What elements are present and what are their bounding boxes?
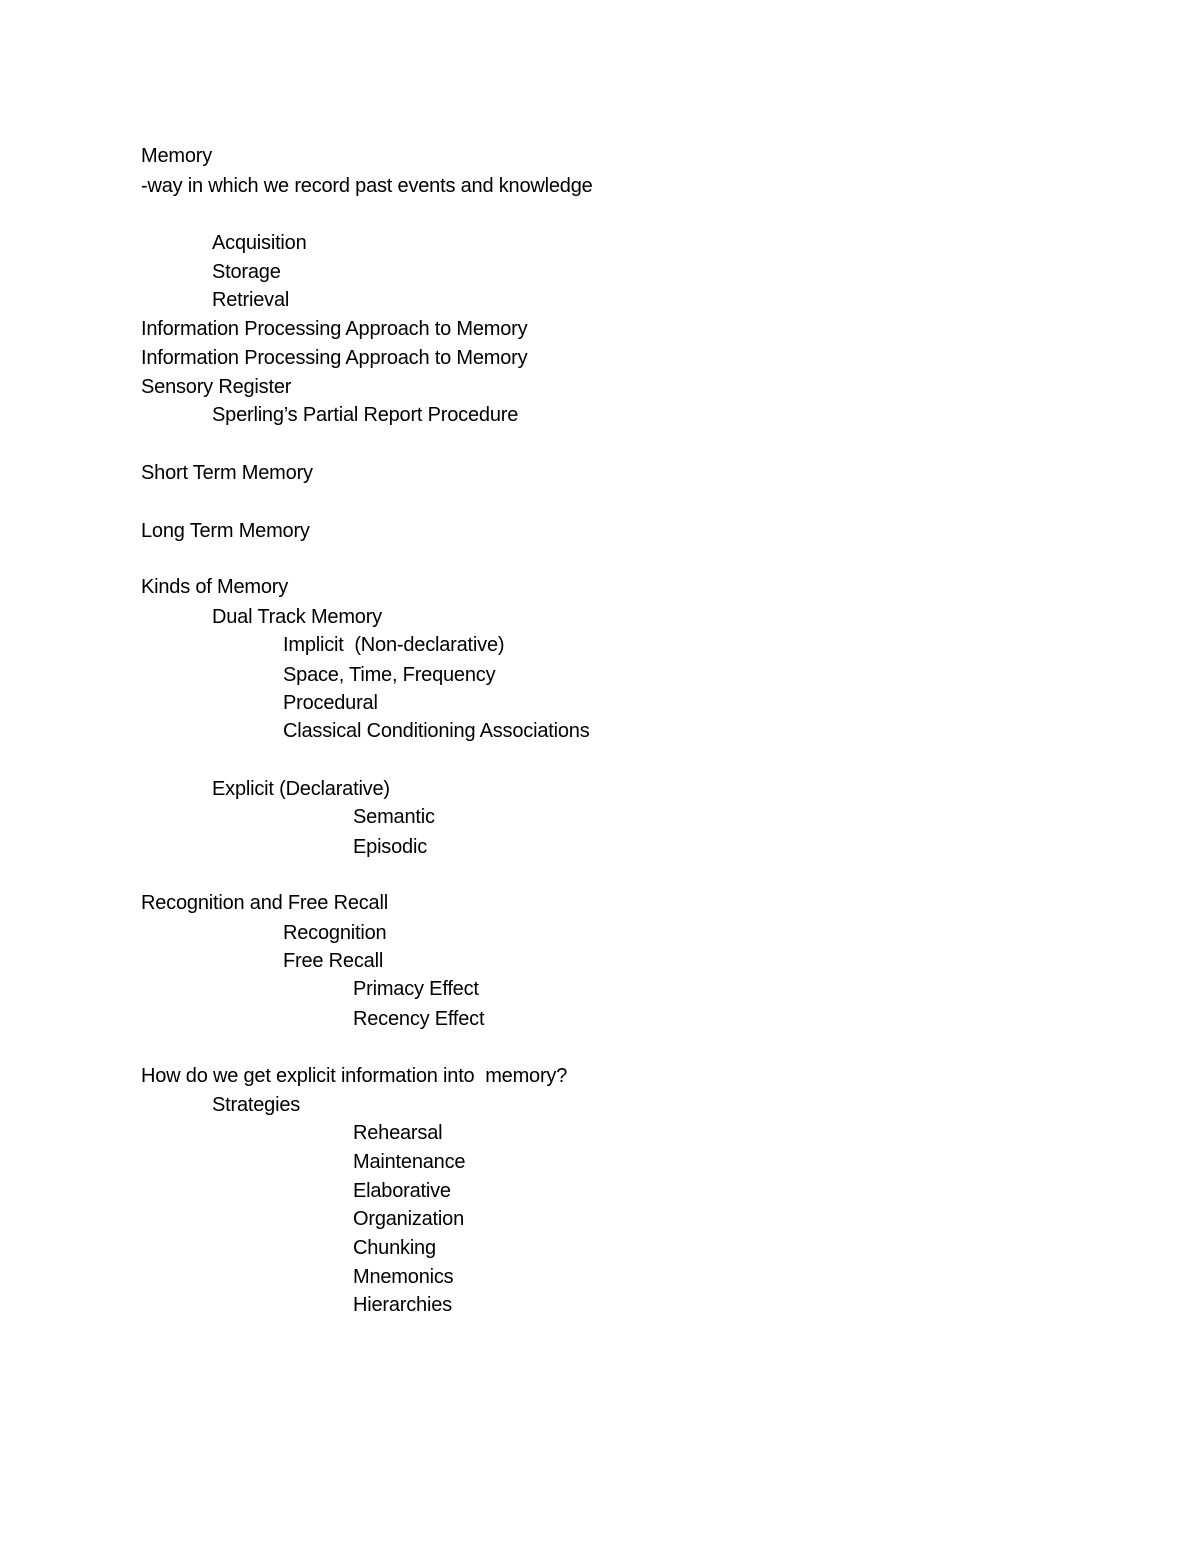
item-episodic: Episodic bbox=[353, 836, 427, 858]
item-hierarchies: Hierarchies bbox=[353, 1294, 452, 1316]
heading-information-processing-repeat: Information Processing Approach to Memory bbox=[141, 347, 528, 369]
heading-long-term-memory: Long Term Memory bbox=[141, 520, 310, 542]
item-retrieval: Retrieval bbox=[212, 289, 290, 311]
item-storage: Storage bbox=[212, 261, 281, 283]
memory-definition: -way in which we record past events and knowledge bbox=[141, 175, 593, 197]
heading-information-processing: Information Processing Approach to Memory bbox=[141, 318, 528, 340]
item-organization: Organization bbox=[353, 1208, 464, 1230]
item-procedural: Procedural bbox=[283, 692, 378, 714]
heading-explicit-information-question: How do we get explicit information into memory? bbox=[141, 1065, 568, 1087]
item-elaborative: Elaborative bbox=[353, 1180, 451, 1202]
item-space-time-frequency: Space, Time, Frequency bbox=[283, 664, 496, 686]
item-strategies: Strategies bbox=[212, 1094, 301, 1116]
item-sperling-procedure: Sperling’s Partial Report Procedure bbox=[212, 404, 519, 426]
item-mnemonics: Mnemonics bbox=[353, 1266, 454, 1288]
item-semantic: Semantic bbox=[353, 806, 435, 828]
item-chunking: Chunking bbox=[353, 1237, 436, 1259]
item-free-recall: Free Recall bbox=[283, 950, 384, 972]
item-primacy-effect: Primacy Effect bbox=[353, 978, 479, 1000]
item-acquisition: Acquisition bbox=[212, 232, 307, 254]
item-explicit: Explicit (Declarative) bbox=[212, 778, 390, 800]
heading-memory: Memory bbox=[141, 145, 213, 167]
heading-sensory-register: Sensory Register bbox=[141, 376, 292, 398]
item-rehearsal: Rehearsal bbox=[353, 1122, 443, 1144]
item-classical-conditioning: Classical Conditioning Associations bbox=[283, 720, 590, 742]
item-dual-track-memory: Dual Track Memory bbox=[212, 606, 382, 628]
item-maintenance: Maintenance bbox=[353, 1151, 466, 1173]
heading-recognition-free-recall: Recognition and Free Recall bbox=[141, 892, 388, 914]
item-implicit: Implicit (Non-declarative) bbox=[283, 634, 505, 656]
item-recognition: Recognition bbox=[283, 922, 387, 944]
item-recency-effect: Recency Effect bbox=[353, 1008, 485, 1030]
heading-kinds-of-memory: Kinds of Memory bbox=[141, 576, 289, 598]
heading-short-term-memory: Short Term Memory bbox=[141, 462, 313, 484]
